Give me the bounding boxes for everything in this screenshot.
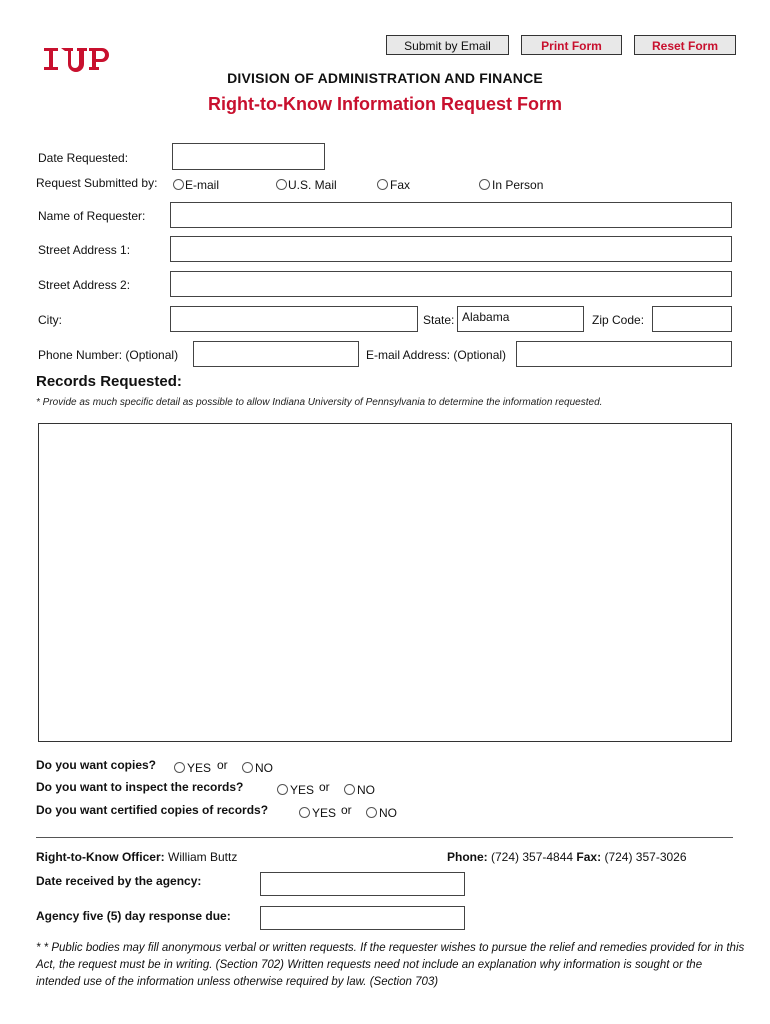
reset-form-button[interactable]: Reset Form	[634, 35, 736, 55]
in-person-radio-label: In Person	[492, 178, 544, 192]
fax-number-label: Fax:	[576, 850, 602, 864]
submit-by-email-button[interactable]: Submit by Email	[386, 35, 509, 55]
division-heading: DIVISION OF ADMINISTRATION AND FINANCE	[227, 70, 543, 86]
inspect-yes-label: YES	[290, 783, 315, 797]
email-address-field[interactable]	[516, 341, 732, 367]
zip-label: Zip Code:	[592, 313, 645, 327]
response-due-label: Agency five (5) day response due:	[36, 909, 231, 923]
phone-number-value: (724) 357-4844	[491, 850, 574, 864]
certified-question: Do you want certified copies of records?	[36, 803, 269, 817]
date-received-label: Date received by the agency:	[36, 874, 202, 888]
street2-field[interactable]	[170, 271, 732, 297]
records-note: * Provide as much specific detail as possible to allow Indiana University of Pennsylvania to determine the information requested.	[36, 397, 603, 408]
form-title: Right-to-Know Information Request Form	[208, 94, 562, 114]
officer-name: William Buttz	[168, 850, 238, 864]
certified-yes-label: YES	[312, 806, 337, 820]
copies-question: Do you want copies?	[36, 758, 157, 772]
email-address-label: E-mail Address: (Optional)	[366, 348, 507, 362]
name-label: Name of Requester:	[38, 209, 146, 223]
copies-or-label: or	[217, 758, 228, 772]
us-mail-radio[interactable]	[276, 179, 287, 190]
inspect-or-label: or	[319, 780, 330, 794]
inspect-no-label: NO	[357, 783, 375, 797]
certified-yes-radio[interactable]	[299, 807, 310, 818]
fax-number-value: (724) 357-3026	[604, 850, 687, 864]
officer-line	[36, 850, 237, 864]
officer-label: Right-to-Know Officer:	[36, 850, 165, 864]
date-requested-label: Date Requested:	[38, 151, 129, 165]
copies-no-radio[interactable]	[242, 762, 253, 773]
section-divider	[36, 837, 733, 838]
fax-radio-label: Fax	[390, 178, 411, 192]
fax-radio[interactable]	[377, 179, 388, 190]
inspect-yes-radio[interactable]	[277, 784, 288, 795]
state-select[interactable]: Alabama	[457, 306, 584, 332]
city-field[interactable]	[170, 306, 418, 332]
print-form-button[interactable]: Print Form	[521, 35, 622, 55]
phone-number-label: Phone:	[447, 850, 488, 864]
records-requested-heading: Records Requested:	[36, 373, 182, 390]
zip-field[interactable]	[652, 306, 732, 332]
response-due-field[interactable]	[260, 906, 465, 930]
inspect-question: Do you want to inspect the records?	[36, 780, 244, 794]
copies-yes-label: YES	[187, 761, 212, 775]
copies-yes-radio[interactable]	[174, 762, 185, 773]
phone-field[interactable]	[193, 341, 359, 367]
submitted-by-label: Request Submitted by:	[36, 176, 158, 190]
copies-no-label: NO	[255, 761, 273, 775]
state-label: State:	[423, 313, 455, 327]
certified-no-radio[interactable]	[366, 807, 377, 818]
us-mail-radio-label: U.S. Mail	[288, 178, 337, 192]
inspect-no-radio[interactable]	[344, 784, 355, 795]
in-person-radio[interactable]	[479, 179, 490, 190]
records-requested-textarea[interactable]	[38, 423, 732, 742]
street1-field[interactable]	[170, 236, 732, 262]
street2-label: Street Address 2:	[38, 278, 131, 292]
email-radio[interactable]	[173, 179, 184, 190]
certified-no-label: NO	[379, 806, 397, 820]
email-radio-label: E-mail	[185, 178, 220, 192]
street1-label: Street Address 1:	[38, 243, 131, 257]
name-field[interactable]	[170, 202, 732, 228]
city-label: City:	[38, 313, 62, 327]
contact-line	[447, 850, 687, 864]
phone-label: Phone Number: (Optional)	[38, 348, 179, 362]
date-requested-field[interactable]	[172, 143, 325, 170]
certified-or-label: or	[341, 803, 352, 817]
footer-note: * * Public bodies may fill anonymous verbal or written requests. If the requester wishes to pursue the relief and remedies provided for in this Act, the request must be in writing. (Section 702) Written requests need not include an explanation why information is sought or the intended use of the information unless otherwise required by law. (Section 703)	[36, 942, 745, 988]
date-received-field[interactable]	[260, 872, 465, 896]
